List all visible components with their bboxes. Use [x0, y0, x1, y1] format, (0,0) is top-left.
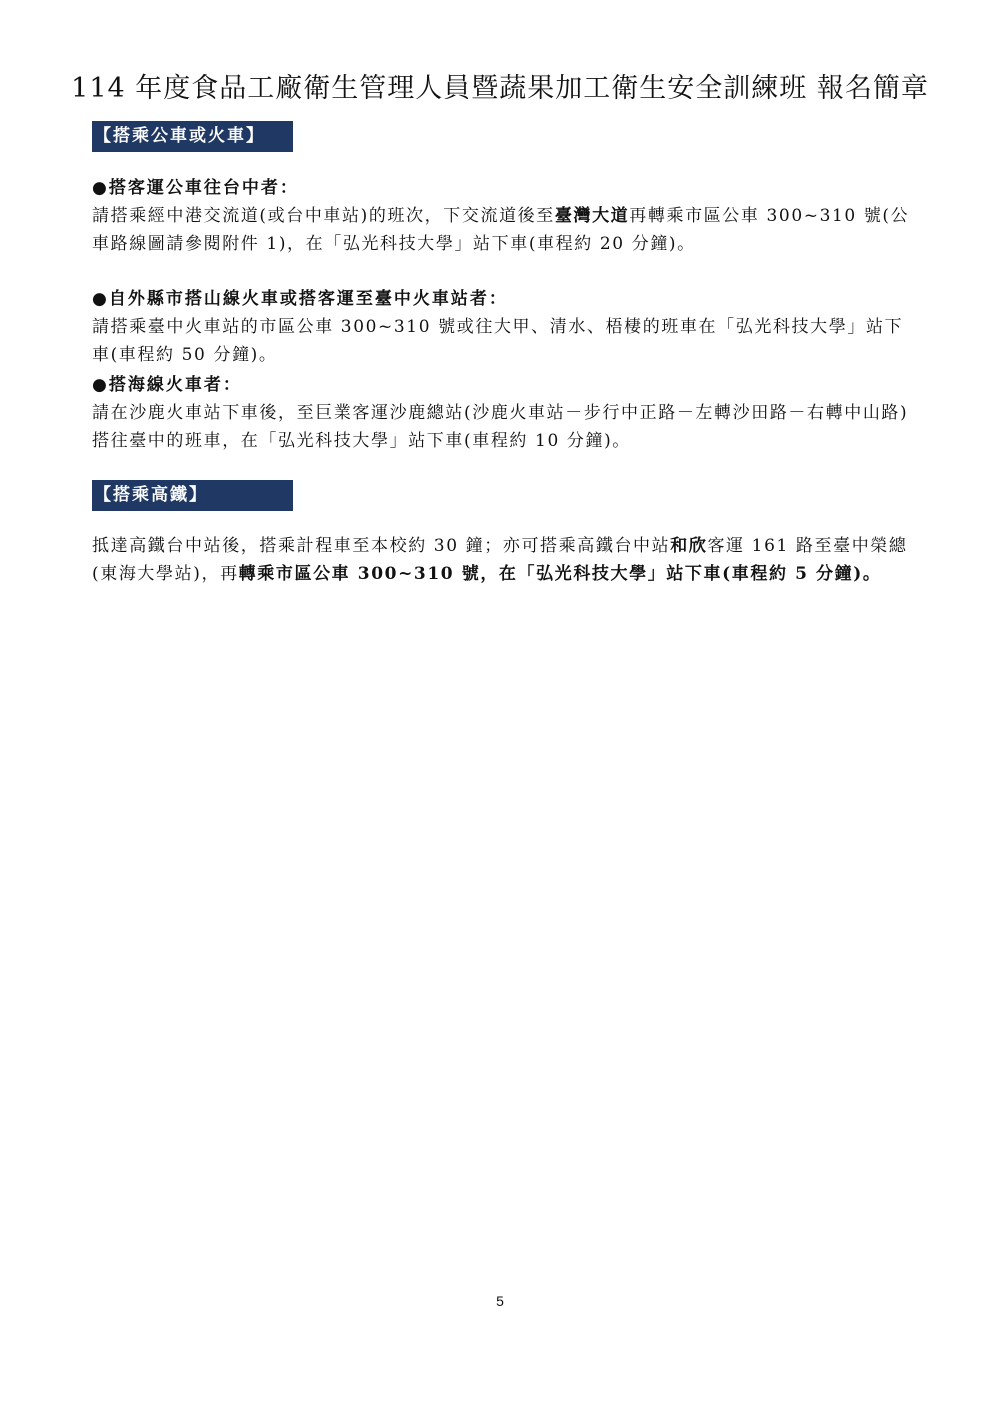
route-mountain-line-train — [92, 285, 912, 369]
page-number: 5 — [496, 1293, 504, 1309]
route-coastal-line-train — [92, 371, 912, 455]
route-intercity-bus — [92, 174, 912, 258]
page-title: 114 年度食品工廠衛生管理人員暨蔬果加工衛生安全訓練班 報名簡章 — [71, 73, 929, 104]
route-description: 抵達高鐵台中站後，搭乘計程車至本校約 30 鐘；亦可搭乘高鐵台中站和欣客運 161 路至臺中榮總(東海大學站)，再轉乘市區公車 300~310 號，在「弘光科技大學」站下車(車程約 5 分鐘)。 — [92, 536, 908, 584]
route-high-speed-rail — [92, 532, 912, 588]
route-heading: ●自外縣市搭山線火車或搭客運至臺中火車站者： — [92, 289, 508, 309]
route-heading: ●搭海線火車者： — [92, 375, 242, 395]
route-description: 請搭乘臺中火車站的市區公車 300~310 號或往大甲、清水、梧棲的班車在「弘光科技大學」站下車(車程約 50 分鐘)。 — [92, 317, 904, 365]
section-header-bus-train: 【搭乘公車或火車】 — [92, 121, 293, 152]
route-description: 請在沙鹿火車站下車後，至巨業客運沙鹿總站(沙鹿火車站－步行中正路－左轉沙田路－右轉中山路)搭往臺中的班車，在「弘光科技大學」站下車(車程約 10 分鐘)。 — [92, 403, 909, 451]
section-header-high-speed-rail: 【搭乘高鐵】 — [92, 480, 293, 511]
route-description: 請搭乘經中港交流道(或台中車站)的班次，下交流道後至臺灣大道再轉乘市區公車 300~310 號(公車路線圖請參閱附件 1)，在「弘光科技大學」站下車(車程約 20 分鐘)。 — [92, 206, 910, 254]
route-heading: ●搭客運公車往台中者： — [92, 178, 299, 198]
